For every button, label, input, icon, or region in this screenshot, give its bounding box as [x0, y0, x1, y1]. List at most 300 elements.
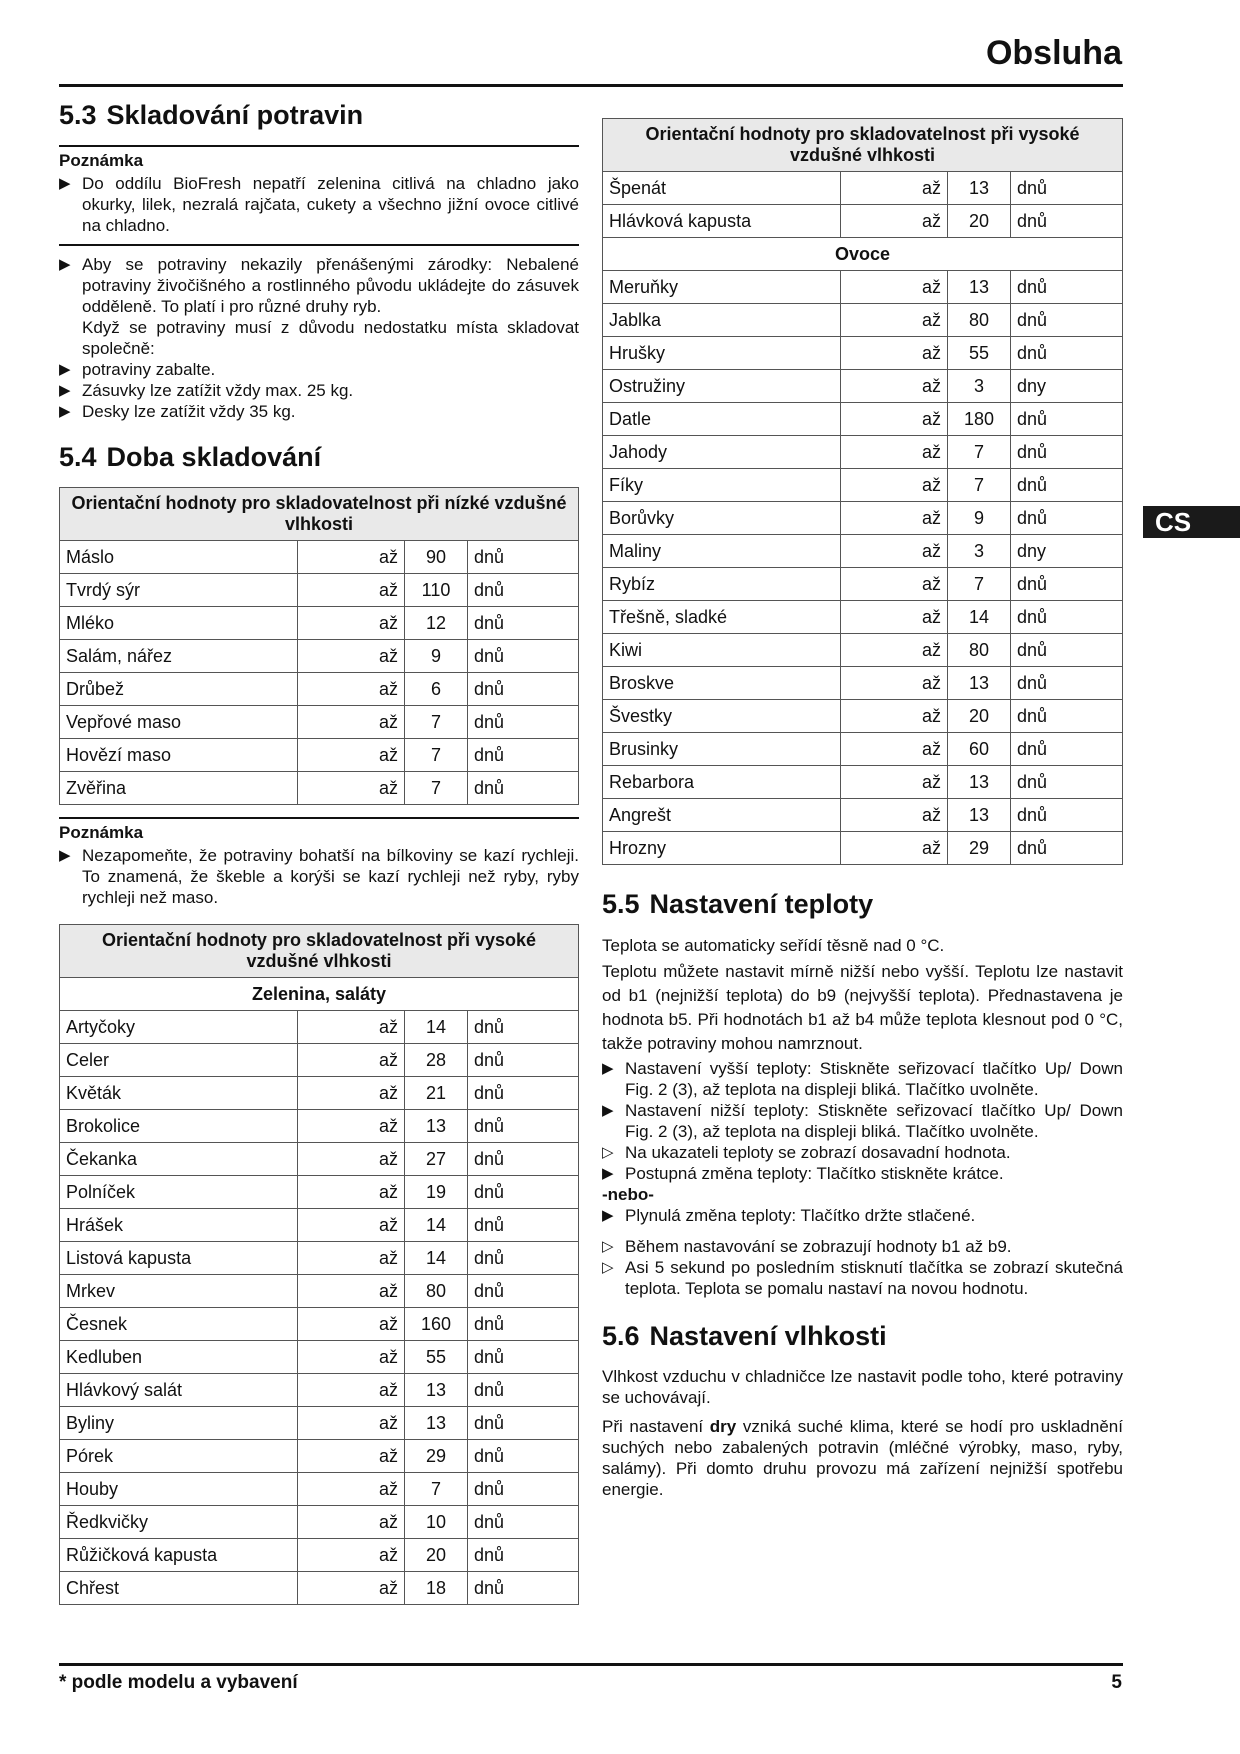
- days-value: 7: [948, 436, 1011, 469]
- note-text: Do oddílu BioFresh nepatří zelenina citlivá na chladno jako okurky, lilek, nezralá rajčata, cukety a všechno jižní ovoce citlivé na chladno.: [82, 174, 579, 235]
- section-5-6-heading: [602, 1321, 1123, 1352]
- food-name: Máslo: [60, 541, 298, 574]
- table-row: [60, 1572, 579, 1605]
- paragraph: [602, 1416, 1123, 1500]
- days-value: 13: [948, 766, 1011, 799]
- table-row: [60, 1407, 579, 1440]
- section-title: Doba skladování: [106, 442, 322, 472]
- upto-label: až: [841, 832, 948, 865]
- food-name: Rybíz: [603, 568, 841, 601]
- food-name: Hlávkový salát: [60, 1374, 298, 1407]
- bullet-icon: ▶: [59, 175, 71, 192]
- upto-label: až: [841, 535, 948, 568]
- food-name: Polníček: [60, 1176, 298, 1209]
- food-name: Švestky: [603, 700, 841, 733]
- bullet-icon: ▶: [59, 382, 71, 399]
- upto-label: až: [841, 271, 948, 304]
- upto-label: až: [298, 1374, 405, 1407]
- table-row: [603, 601, 1123, 634]
- upto-label: až: [298, 1473, 405, 1506]
- days-unit: dnů: [468, 1242, 579, 1275]
- food-name: Kiwi: [603, 634, 841, 667]
- days-value: 80: [405, 1275, 468, 1308]
- upto-label: až: [298, 1242, 405, 1275]
- instruction-item: [59, 401, 579, 422]
- food-name: Mléko: [60, 607, 298, 640]
- upto-label: až: [841, 799, 948, 832]
- upto-label: až: [841, 304, 948, 337]
- days-unit: dnů: [468, 739, 579, 772]
- instruction-text: Plynulá změna teploty: Tlačítko držte stlačené.: [625, 1206, 976, 1225]
- food-name: Fíky: [603, 469, 841, 502]
- table-row: [603, 205, 1123, 238]
- days-unit: dny: [1011, 535, 1123, 568]
- upto-label: až: [298, 1308, 405, 1341]
- days-value: 10: [405, 1506, 468, 1539]
- days-unit: dnů: [1011, 568, 1123, 601]
- instruction-text: Na ukazateli teploty se zobrazí dosavadní hodnota.: [625, 1143, 1011, 1162]
- table-row: [60, 607, 579, 640]
- upto-label: až: [298, 706, 405, 739]
- days-unit: dnů: [468, 1440, 579, 1473]
- food-name: Hrášek: [60, 1209, 298, 1242]
- upto-label: až: [841, 568, 948, 601]
- food-name: Růžičková kapusta: [60, 1539, 298, 1572]
- days-unit: dnů: [468, 1209, 579, 1242]
- instruction-item: [602, 1058, 1123, 1100]
- days-unit: dnů: [468, 1374, 579, 1407]
- table-row: [60, 1440, 579, 1473]
- food-name: Listová kapusta: [60, 1242, 298, 1275]
- days-unit: dnů: [1011, 172, 1123, 205]
- section-title: Nastavení teploty: [649, 889, 874, 919]
- days-unit: dnů: [1011, 304, 1123, 337]
- upto-label: až: [298, 1275, 405, 1308]
- days-value: 80: [948, 304, 1011, 337]
- food-name: Drůbež: [60, 673, 298, 706]
- left-column: [59, 100, 579, 1605]
- upto-label: až: [298, 1539, 405, 1572]
- upto-label: až: [298, 739, 405, 772]
- table-subheader: Ovoce: [603, 238, 1123, 271]
- table-row: [60, 541, 579, 574]
- upto-label: až: [298, 673, 405, 706]
- days-unit: dnů: [1011, 205, 1123, 238]
- food-name: Květák: [60, 1077, 298, 1110]
- upto-label: až: [298, 1077, 405, 1110]
- days-unit: dnů: [1011, 667, 1123, 700]
- paragraph: Vlhkost vzduchu v chladničce lze nastavit podle toho, které potraviny se uchovávají.: [602, 1367, 1123, 1407]
- days-value: 3: [948, 535, 1011, 568]
- food-name: Rebarbora: [603, 766, 841, 799]
- table-row: [60, 1176, 579, 1209]
- table-row: [60, 640, 579, 673]
- days-unit: dnů: [468, 1473, 579, 1506]
- days-unit: dnů: [468, 640, 579, 673]
- upto-label: až: [298, 1143, 405, 1176]
- days-value: 55: [948, 337, 1011, 370]
- days-unit: dnů: [468, 1341, 579, 1374]
- food-name: Ostružiny: [603, 370, 841, 403]
- instruction-text: Během nastavování se zobrazují hodnoty b1 až b9.: [625, 1237, 1012, 1256]
- days-value: 20: [948, 700, 1011, 733]
- paragraph-text: Při nastavení: [602, 1417, 710, 1436]
- footer-note: * podle modelu a vybavení: [59, 1672, 298, 1693]
- upto-label: až: [298, 640, 405, 673]
- upto-label: až: [841, 700, 948, 733]
- note-title: Poznámka: [59, 823, 144, 842]
- instruction-text: Desky lze zatížit vždy 35 kg.: [82, 402, 296, 421]
- instruction-text: Asi 5 sekund po posledním stisknutí tlačítka se zobrazí skutečná teplota. Teplota se pomalu nastaví na novou hodnotu.: [625, 1258, 1123, 1298]
- upto-label: až: [298, 541, 405, 574]
- instruction-text: Postupná změna teploty: Tlačítko stiskněte krátce.: [625, 1164, 1004, 1183]
- food-name: Ředkvičky: [60, 1506, 298, 1539]
- food-name: Byliny: [60, 1407, 298, 1440]
- days-unit: dnů: [468, 1176, 579, 1209]
- days-value: 12: [405, 607, 468, 640]
- upto-label: až: [841, 502, 948, 535]
- section-number: 5.6: [602, 1321, 640, 1351]
- food-name: Hovězí maso: [60, 739, 298, 772]
- table-row: [603, 634, 1123, 667]
- high-humidity-table-continued: [602, 118, 1123, 865]
- days-unit: dnů: [468, 1143, 579, 1176]
- days-value: 20: [405, 1539, 468, 1572]
- section-5-4-heading: [59, 442, 579, 473]
- footer-divider: [59, 1663, 1123, 1666]
- table-row: [60, 1110, 579, 1143]
- table-header: Orientační hodnoty pro skladovatelnost při vysoké vzdušné vlhkosti: [60, 925, 579, 978]
- upto-label: až: [298, 1407, 405, 1440]
- food-name: Hlávková kapusta: [603, 205, 841, 238]
- result-arrow-icon: ▷: [602, 1144, 614, 1161]
- instruction-text: potraviny zabalte.: [82, 360, 216, 379]
- days-value: 18: [405, 1572, 468, 1605]
- days-unit: dnů: [1011, 766, 1123, 799]
- table-row: [603, 799, 1123, 832]
- table-row: [603, 502, 1123, 535]
- result-arrow-icon: ▷: [602, 1238, 614, 1255]
- days-unit: dnů: [468, 1275, 579, 1308]
- table-row: [60, 1539, 579, 1572]
- food-name: Pórek: [60, 1440, 298, 1473]
- days-unit: dnů: [468, 541, 579, 574]
- days-unit: dnů: [1011, 436, 1123, 469]
- days-value: 14: [948, 601, 1011, 634]
- table-row: [60, 1143, 579, 1176]
- table-row: [603, 337, 1123, 370]
- days-unit: dnů: [1011, 634, 1123, 667]
- note-item: [59, 845, 579, 908]
- food-name: Zvěřina: [60, 772, 298, 805]
- table-row: [60, 1374, 579, 1407]
- food-name: Celer: [60, 1044, 298, 1077]
- table-row: [60, 673, 579, 706]
- instruction-text: Nastavení vyšší teploty: Stiskněte seřizovací tlačítko Up/ Down Fig. 2 (3), až teplota na displeji bliká. Tlačítko uvolněte.: [625, 1059, 1123, 1099]
- table-row: [603, 304, 1123, 337]
- upto-label: až: [298, 1440, 405, 1473]
- days-value: 13: [405, 1407, 468, 1440]
- language-tab: CS: [1143, 506, 1240, 538]
- days-value: 20: [948, 205, 1011, 238]
- upto-label: až: [298, 1341, 405, 1374]
- instruction-item: [602, 1100, 1123, 1142]
- note-block: [59, 145, 579, 236]
- table-row: [60, 706, 579, 739]
- days-value: 29: [405, 1440, 468, 1473]
- days-value: 7: [405, 1473, 468, 1506]
- days-unit: dnů: [468, 1077, 579, 1110]
- days-unit: dnů: [1011, 271, 1123, 304]
- days-unit: dnů: [468, 1572, 579, 1605]
- days-unit: dnů: [468, 673, 579, 706]
- upto-label: až: [298, 1044, 405, 1077]
- days-value: 28: [405, 1044, 468, 1077]
- food-name: Meruňky: [603, 271, 841, 304]
- days-unit: dnů: [468, 1539, 579, 1572]
- days-value: 7: [405, 739, 468, 772]
- food-name: Brokolice: [60, 1110, 298, 1143]
- divider: [59, 244, 579, 246]
- table-row: [603, 535, 1123, 568]
- days-value: 19: [405, 1176, 468, 1209]
- note-block: [59, 817, 579, 908]
- paragraph: Teplota se automaticky seřídí těsně nad 0 °C.: [602, 936, 945, 955]
- bullet-icon: ▶: [602, 1060, 614, 1077]
- instruction-item: [59, 359, 579, 380]
- table-row: [60, 1341, 579, 1374]
- food-name: Čekanka: [60, 1143, 298, 1176]
- days-value: 160: [405, 1308, 468, 1341]
- upto-label: až: [841, 337, 948, 370]
- upto-label: až: [841, 733, 948, 766]
- days-unit: dnů: [468, 1110, 579, 1143]
- table-row: [603, 700, 1123, 733]
- table-subheader: Zelenina, saláty: [60, 978, 579, 1011]
- table-row: [60, 1044, 579, 1077]
- days-unit: dnů: [468, 772, 579, 805]
- upto-label: až: [841, 205, 948, 238]
- table-row: [60, 1473, 579, 1506]
- days-value: 180: [948, 403, 1011, 436]
- instruction-item: [602, 1142, 1123, 1163]
- days-value: 14: [405, 1242, 468, 1275]
- days-value: 13: [405, 1110, 468, 1143]
- table-row: [60, 1209, 579, 1242]
- or-label: -nebo-: [602, 1185, 654, 1204]
- days-unit: dnů: [1011, 733, 1123, 766]
- upto-label: až: [298, 607, 405, 640]
- days-unit: dnů: [468, 1308, 579, 1341]
- paragraph-text: vzniká suché klima, které se hodí pro uskladnění suchých nebo zabalených potravin (mléčné výrobky, maso, ryby, salámy). Při domto druhu provozu má zařízení nejnižší spotřebu energie.: [602, 1417, 1123, 1499]
- days-unit: dnů: [1011, 469, 1123, 502]
- upto-label: až: [841, 469, 948, 502]
- section-title: Skladování potravin: [106, 100, 364, 130]
- days-value: 90: [405, 541, 468, 574]
- days-value: 7: [948, 469, 1011, 502]
- right-column: [602, 118, 1123, 1508]
- section-5-5-heading: [602, 889, 1123, 920]
- food-name: Kedluben: [60, 1341, 298, 1374]
- instruction-item: [602, 1205, 1123, 1226]
- instruction-text: Zásuvky lze zatížit vždy max. 25 kg.: [82, 381, 354, 400]
- food-name: Angrešt: [603, 799, 841, 832]
- food-name: Třešně, sladké: [603, 601, 841, 634]
- table-row: [603, 832, 1123, 865]
- paragraph: Teplotu můžete nastavit mírně nižší nebo vyšší. Teplotu lze nastavit od b1 (nejnižší teplota) do b9 (nejvyšší teplota). Přednastavena je hodnota b5. Při hodnotách b1 až b4 může teplota klesnout pod 0 °C, takže potraviny mohou namrznout.: [602, 962, 1123, 1053]
- table-row: [60, 1308, 579, 1341]
- table-row: [603, 469, 1123, 502]
- section-number: 5.3: [59, 100, 97, 130]
- days-unit: dnů: [1011, 502, 1123, 535]
- food-name: Mrkev: [60, 1275, 298, 1308]
- food-name: Maliny: [603, 535, 841, 568]
- table-row: [603, 172, 1123, 205]
- days-value: 7: [948, 568, 1011, 601]
- bullet-icon: ▶: [602, 1207, 614, 1224]
- table-header: Orientační hodnoty pro skladovatelnost při vysoké vzdušné vlhkosti: [603, 119, 1123, 172]
- table-row: [603, 436, 1123, 469]
- food-name: Artyčoky: [60, 1011, 298, 1044]
- table-row: [60, 739, 579, 772]
- note-text: Nezapomeňte, že potraviny bohatší na bílkoviny se kazí rychleji. To znamená, že škeble a korýši se kazí rychleji než ryby, ryby rychleji než maso.: [82, 846, 579, 907]
- instruction-item: [602, 1236, 1123, 1257]
- days-value: 29: [948, 832, 1011, 865]
- days-value: 21: [405, 1077, 468, 1110]
- days-value: 55: [405, 1341, 468, 1374]
- days-unit: dnů: [1011, 403, 1123, 436]
- table-row: [60, 1077, 579, 1110]
- days-unit: dnů: [1011, 337, 1123, 370]
- bullet-icon: ▶: [59, 847, 71, 864]
- instruction-item: [602, 1257, 1123, 1299]
- table-row: [603, 568, 1123, 601]
- days-unit: dny: [1011, 370, 1123, 403]
- result-arrow-icon: ▷: [602, 1259, 614, 1276]
- days-unit: dnů: [468, 1506, 579, 1539]
- days-unit: dnů: [468, 1011, 579, 1044]
- days-value: 13: [948, 799, 1011, 832]
- food-name: Datle: [603, 403, 841, 436]
- days-unit: dnů: [1011, 601, 1123, 634]
- table-row: [60, 1011, 579, 1044]
- bullet-icon: ▶: [602, 1102, 614, 1119]
- food-name: Houby: [60, 1473, 298, 1506]
- upto-label: až: [298, 772, 405, 805]
- days-value: 13: [405, 1374, 468, 1407]
- days-value: 27: [405, 1143, 468, 1176]
- upto-label: až: [841, 436, 948, 469]
- upto-label: až: [841, 403, 948, 436]
- days-unit: dnů: [468, 607, 579, 640]
- section-number: 5.5: [602, 889, 640, 919]
- days-value: 3: [948, 370, 1011, 403]
- upto-label: až: [298, 1176, 405, 1209]
- table-row: [603, 733, 1123, 766]
- days-value: 7: [405, 706, 468, 739]
- high-humidity-vegetable-table: [59, 924, 579, 1605]
- setting-name: dry: [709, 1417, 737, 1436]
- upto-label: až: [298, 1209, 405, 1242]
- upto-label: až: [298, 574, 405, 607]
- days-value: 13: [948, 271, 1011, 304]
- upto-label: až: [298, 1110, 405, 1143]
- food-name: Hrozny: [603, 832, 841, 865]
- days-value: 13: [948, 172, 1011, 205]
- days-value: 110: [405, 574, 468, 607]
- upto-label: až: [841, 634, 948, 667]
- food-name: Vepřové maso: [60, 706, 298, 739]
- header-divider: [59, 84, 1123, 87]
- days-value: 9: [405, 640, 468, 673]
- food-name: Jahody: [603, 436, 841, 469]
- days-unit: dnů: [468, 574, 579, 607]
- days-unit: dnů: [468, 1044, 579, 1077]
- page-number: 5: [1111, 1672, 1122, 1693]
- table-row: [60, 1506, 579, 1539]
- table-row: [603, 370, 1123, 403]
- food-name: Tvrdý sýr: [60, 574, 298, 607]
- food-name: Borůvky: [603, 502, 841, 535]
- days-unit: dnů: [1011, 799, 1123, 832]
- days-value: 60: [948, 733, 1011, 766]
- table-row: [603, 403, 1123, 436]
- low-humidity-table: [59, 487, 579, 805]
- upto-label: až: [841, 370, 948, 403]
- page-section-title: Obsluha: [985, 34, 1122, 72]
- instruction-text: Nastavení nižší teploty: Stiskněte seřizovací tlačítko Up/ Down Fig. 2 (3), až teplota na displeji bliká. Tlačítko uvolněte.: [625, 1101, 1123, 1141]
- upto-label: až: [841, 172, 948, 205]
- table-row: [603, 667, 1123, 700]
- days-value: 13: [948, 667, 1011, 700]
- days-value: 7: [405, 772, 468, 805]
- bullet-icon: ▶: [602, 1165, 614, 1182]
- food-name: Hrušky: [603, 337, 841, 370]
- instruction-item: [602, 1163, 1123, 1184]
- bullet-icon: ▶: [59, 403, 71, 420]
- table-row: [603, 766, 1123, 799]
- bullet-icon: ▶: [59, 256, 71, 273]
- days-value: 80: [948, 634, 1011, 667]
- upto-label: až: [298, 1572, 405, 1605]
- days-value: 9: [948, 502, 1011, 535]
- table-row: [603, 271, 1123, 304]
- bullet-icon: ▶: [59, 361, 71, 378]
- instruction-item: [59, 254, 579, 317]
- upto-label: až: [298, 1506, 405, 1539]
- note-title: Poznámka: [59, 151, 144, 170]
- section-number: 5.4: [59, 442, 97, 472]
- food-name: Jablka: [603, 304, 841, 337]
- instruction-text: Aby se potraviny nekazily přenášenými zárodky: Nebalené potraviny živočišného a rostlinného původu ukládejte do zásuvek odděleně. To platí i pro různé druhy ryb.: [82, 255, 579, 316]
- table-row: [60, 574, 579, 607]
- food-name: Broskve: [603, 667, 841, 700]
- table-row: [60, 772, 579, 805]
- instruction-item: [59, 380, 579, 401]
- days-unit: dnů: [1011, 832, 1123, 865]
- days-unit: dnů: [468, 706, 579, 739]
- days-value: 14: [405, 1209, 468, 1242]
- table-row: [60, 1275, 579, 1308]
- upto-label: až: [841, 601, 948, 634]
- food-name: Salám, nářez: [60, 640, 298, 673]
- upto-label: až: [841, 766, 948, 799]
- section-5-3-heading: [59, 100, 579, 131]
- days-value: 6: [405, 673, 468, 706]
- upto-label: až: [298, 1011, 405, 1044]
- days-unit: dnů: [1011, 700, 1123, 733]
- instruction-followup: Když se potraviny musí z důvodu nedostatku místa skladovat společně:: [82, 318, 579, 358]
